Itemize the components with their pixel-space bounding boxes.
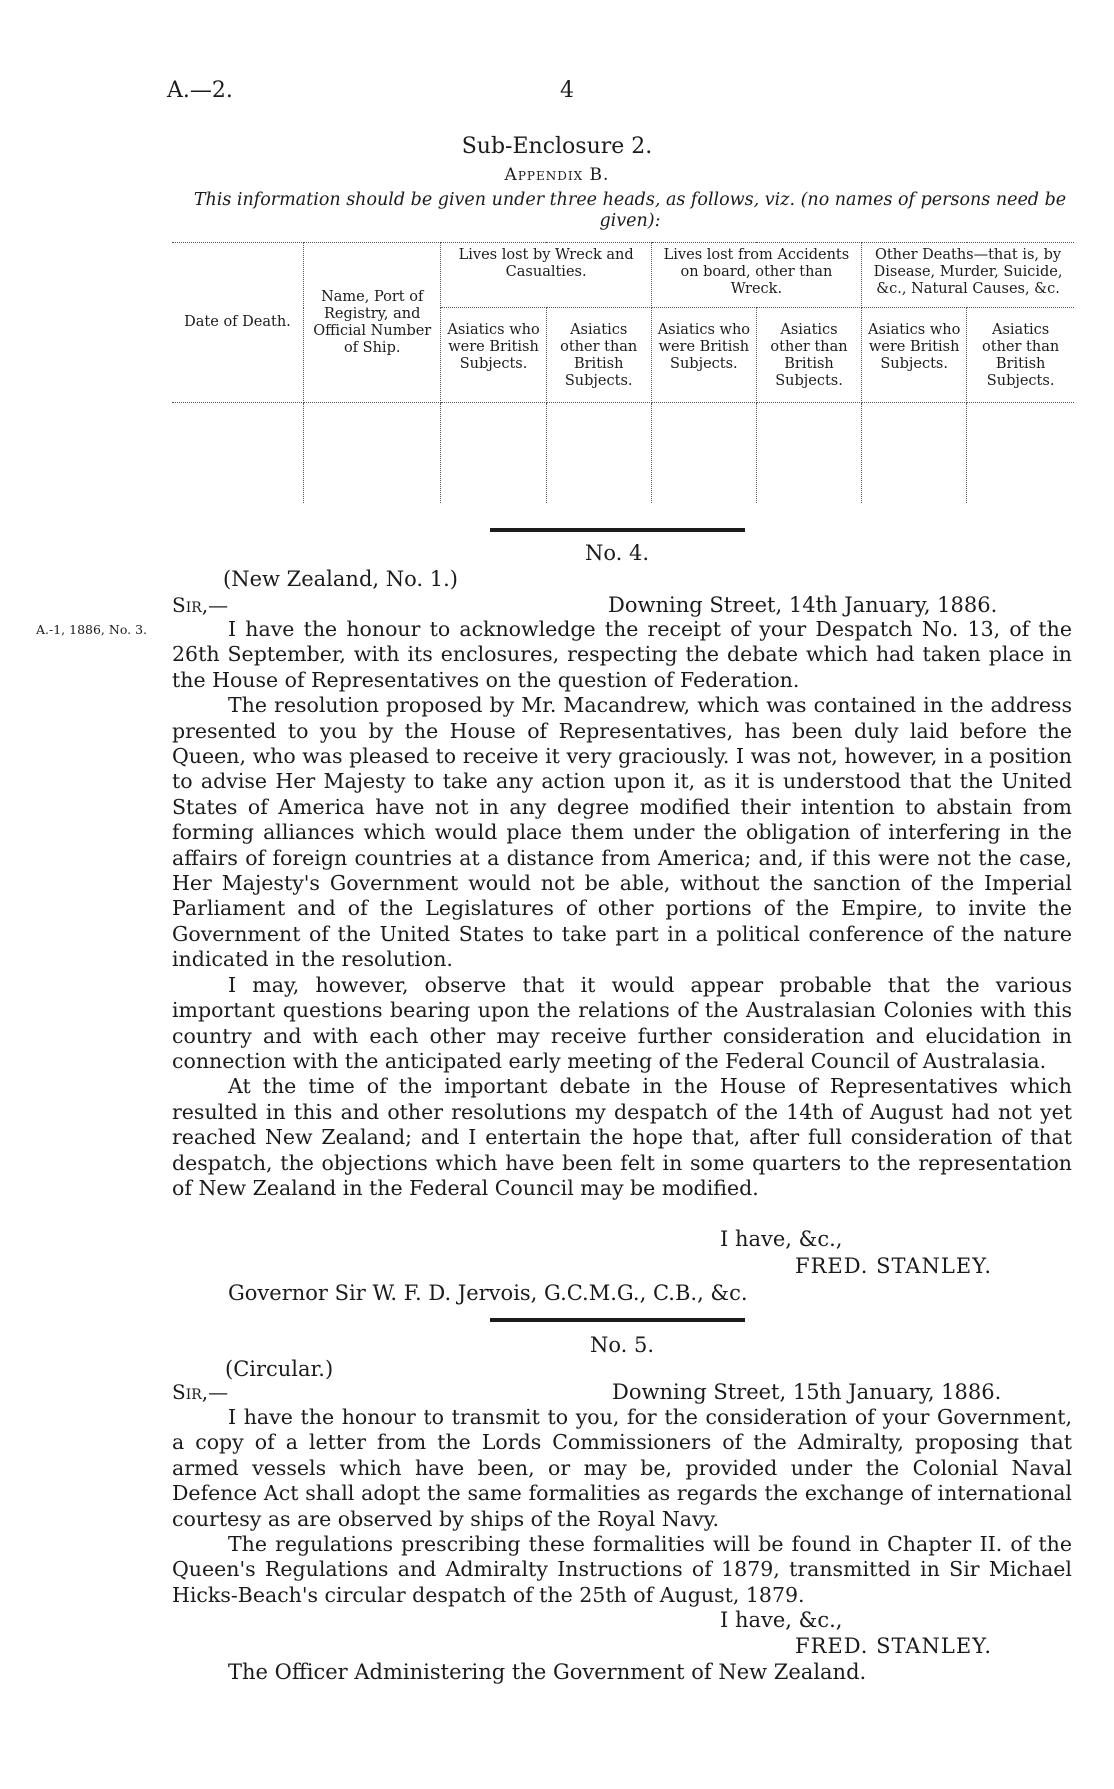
group-header-wreck: Lives lost by Wreck and Casualties. [441, 243, 651, 308]
despatch-5-signature: FRED. STANLEY. [795, 1634, 993, 1658]
despatch-5-place-date: Downing Street, 15th January, 1886. [612, 1380, 1002, 1404]
despatch-5-paragraph-1: I have the honour to transmit to you, for the consideration of your Government, a copy of a letter from the Lords Commissioners of the Admiralty, proposing that armed vessels which have been, or may be, provided under the Colonial Naval Defence Act shall adopt the same formalities as regards the exchange of international courtesy as are observed by ships of the Royal Navy. [172, 1405, 1072, 1531]
despatch-5-number: No. 5. [590, 1333, 655, 1357]
despatch-4-addressee: Governor Sir W. F. D. Jervois, G.C.M.G., C.B., &c. [228, 1281, 748, 1305]
register-table [172, 242, 1074, 503]
group-header-accidents: Lives lost from Accidents on board, other than Wreck. [651, 243, 861, 308]
subheader-other-wreck: Asiatics other than British Subjects. [546, 308, 651, 403]
despatch-5-paragraph-2: The regulations prescribing these formalities will be found in Chapter II. of the Queen's Regulations and Admiralty Instructions of 1879, transmitted in Sir Michael Hicks-Beach's circular despatch of the 25th of August, 1879. [172, 1532, 1072, 1607]
despatch-4-paragraph-3: I may, however, observe that it would appear probable that the various important questions bearing upon the relations of the Australasian Colonies with this country and with each other may receive further consideration and elucidation in connection with the anticipated early meeting of the Federal Council of Australasia. [172, 972, 1072, 1073]
separator-rule [490, 528, 745, 532]
subheader-british-accidents: Asiatics who were British Subjects. [651, 308, 756, 403]
column-header-ship: Name, Port of Registry, and Official Number of Ship. [303, 243, 441, 403]
table-row [172, 403, 1074, 503]
despatch-5-body [172, 1405, 1072, 1608]
despatch-4-signature: FRED. STANLEY. [795, 1254, 993, 1278]
despatch-5-addressee: The Officer Administering the Government of New Zealand. [228, 1660, 867, 1684]
despatch-5-salutation: Sir,— [172, 1380, 229, 1404]
subheader-british-wreck: Asiatics who were British Subjects. [441, 308, 546, 403]
sub-enclosure-title: Sub-Enclosure 2. [461, 134, 653, 159]
instruction-text: This information should be given under three heads, as follows, viz. (no names of persons need be given): [193, 190, 1067, 231]
subheader-british-other: Asiatics who were British Subjects. [862, 308, 967, 403]
despatch-4-place-date: Downing Street, 14th January, 1886. [608, 593, 998, 617]
subheader-other-other: Asiatics other than British Subjects. [967, 308, 1074, 403]
despatch-4-paragraph-1: I have the honour to acknowledge the receipt of your Despatch No. 13, of the 26th September, with its enclosures, respecting the debate which had taken place in the House of Representatives on the question of Federation. [172, 617, 1072, 692]
despatch-5-origin: (Circular.) [225, 1357, 334, 1381]
despatch-4-closing: I have, &c., [720, 1227, 843, 1251]
despatch-5-closing: I have, &c., [720, 1608, 843, 1632]
despatch-4-paragraph-4: At the time of the important debate in the House of Representatives which resulted in this and other resolutions my despatch of the 14th of August had not yet reached New Zealand; and I entertain the hope that, after full consideration of that despatch, the objections which have been felt in some quarters to the representation of New Zealand in the Federal Council may be modified. [172, 1074, 1072, 1200]
despatch-4-salutation: Sir,— [172, 593, 229, 617]
subheader-other-accidents: Asiatics other than British Subjects. [756, 308, 861, 403]
appendix-title: Appendix B. [504, 165, 610, 185]
despatch-4-paragraph-2: The resolution proposed by Mr. Macandrew, which was contained in the address presented to you by the House of Representatives, has been duly laid before the Queen, who was pleased to receive it very graciously. I was not, however, in a position to advise Her Majesty to take any action upon it, as it is understood that the United States of America have not in any degree modified their intention to abstain from forming alliances which would place them under the obligation of interfering in the affairs of foreign countries at a distance from America; and, if this were not the case, Her Majesty's Government would not be able, without the sanction of the Imperial Parliament and of the Legislatures of other portions of the Empire, to invite the Government of the United States to take part in a political conference of the nature indicated in the resolution. [172, 693, 1072, 972]
group-header-other-deaths: Other Deaths—that is, by Disease, Murder, Suicide, &c., Natural Causes, &c. [862, 243, 1074, 308]
separator-rule-2 [490, 1318, 745, 1322]
despatch-4-number: No. 4. [585, 541, 650, 565]
margin-reference: A.-1, 1886, No. 3. [36, 622, 147, 637]
despatch-4-origin: (New Zealand, No. 1.) [223, 567, 458, 591]
despatch-4-body [172, 617, 1072, 1201]
page-reference: A.—2. [167, 78, 233, 103]
page-number: 4 [560, 78, 574, 103]
column-header-date: Date of Death. [172, 243, 303, 403]
